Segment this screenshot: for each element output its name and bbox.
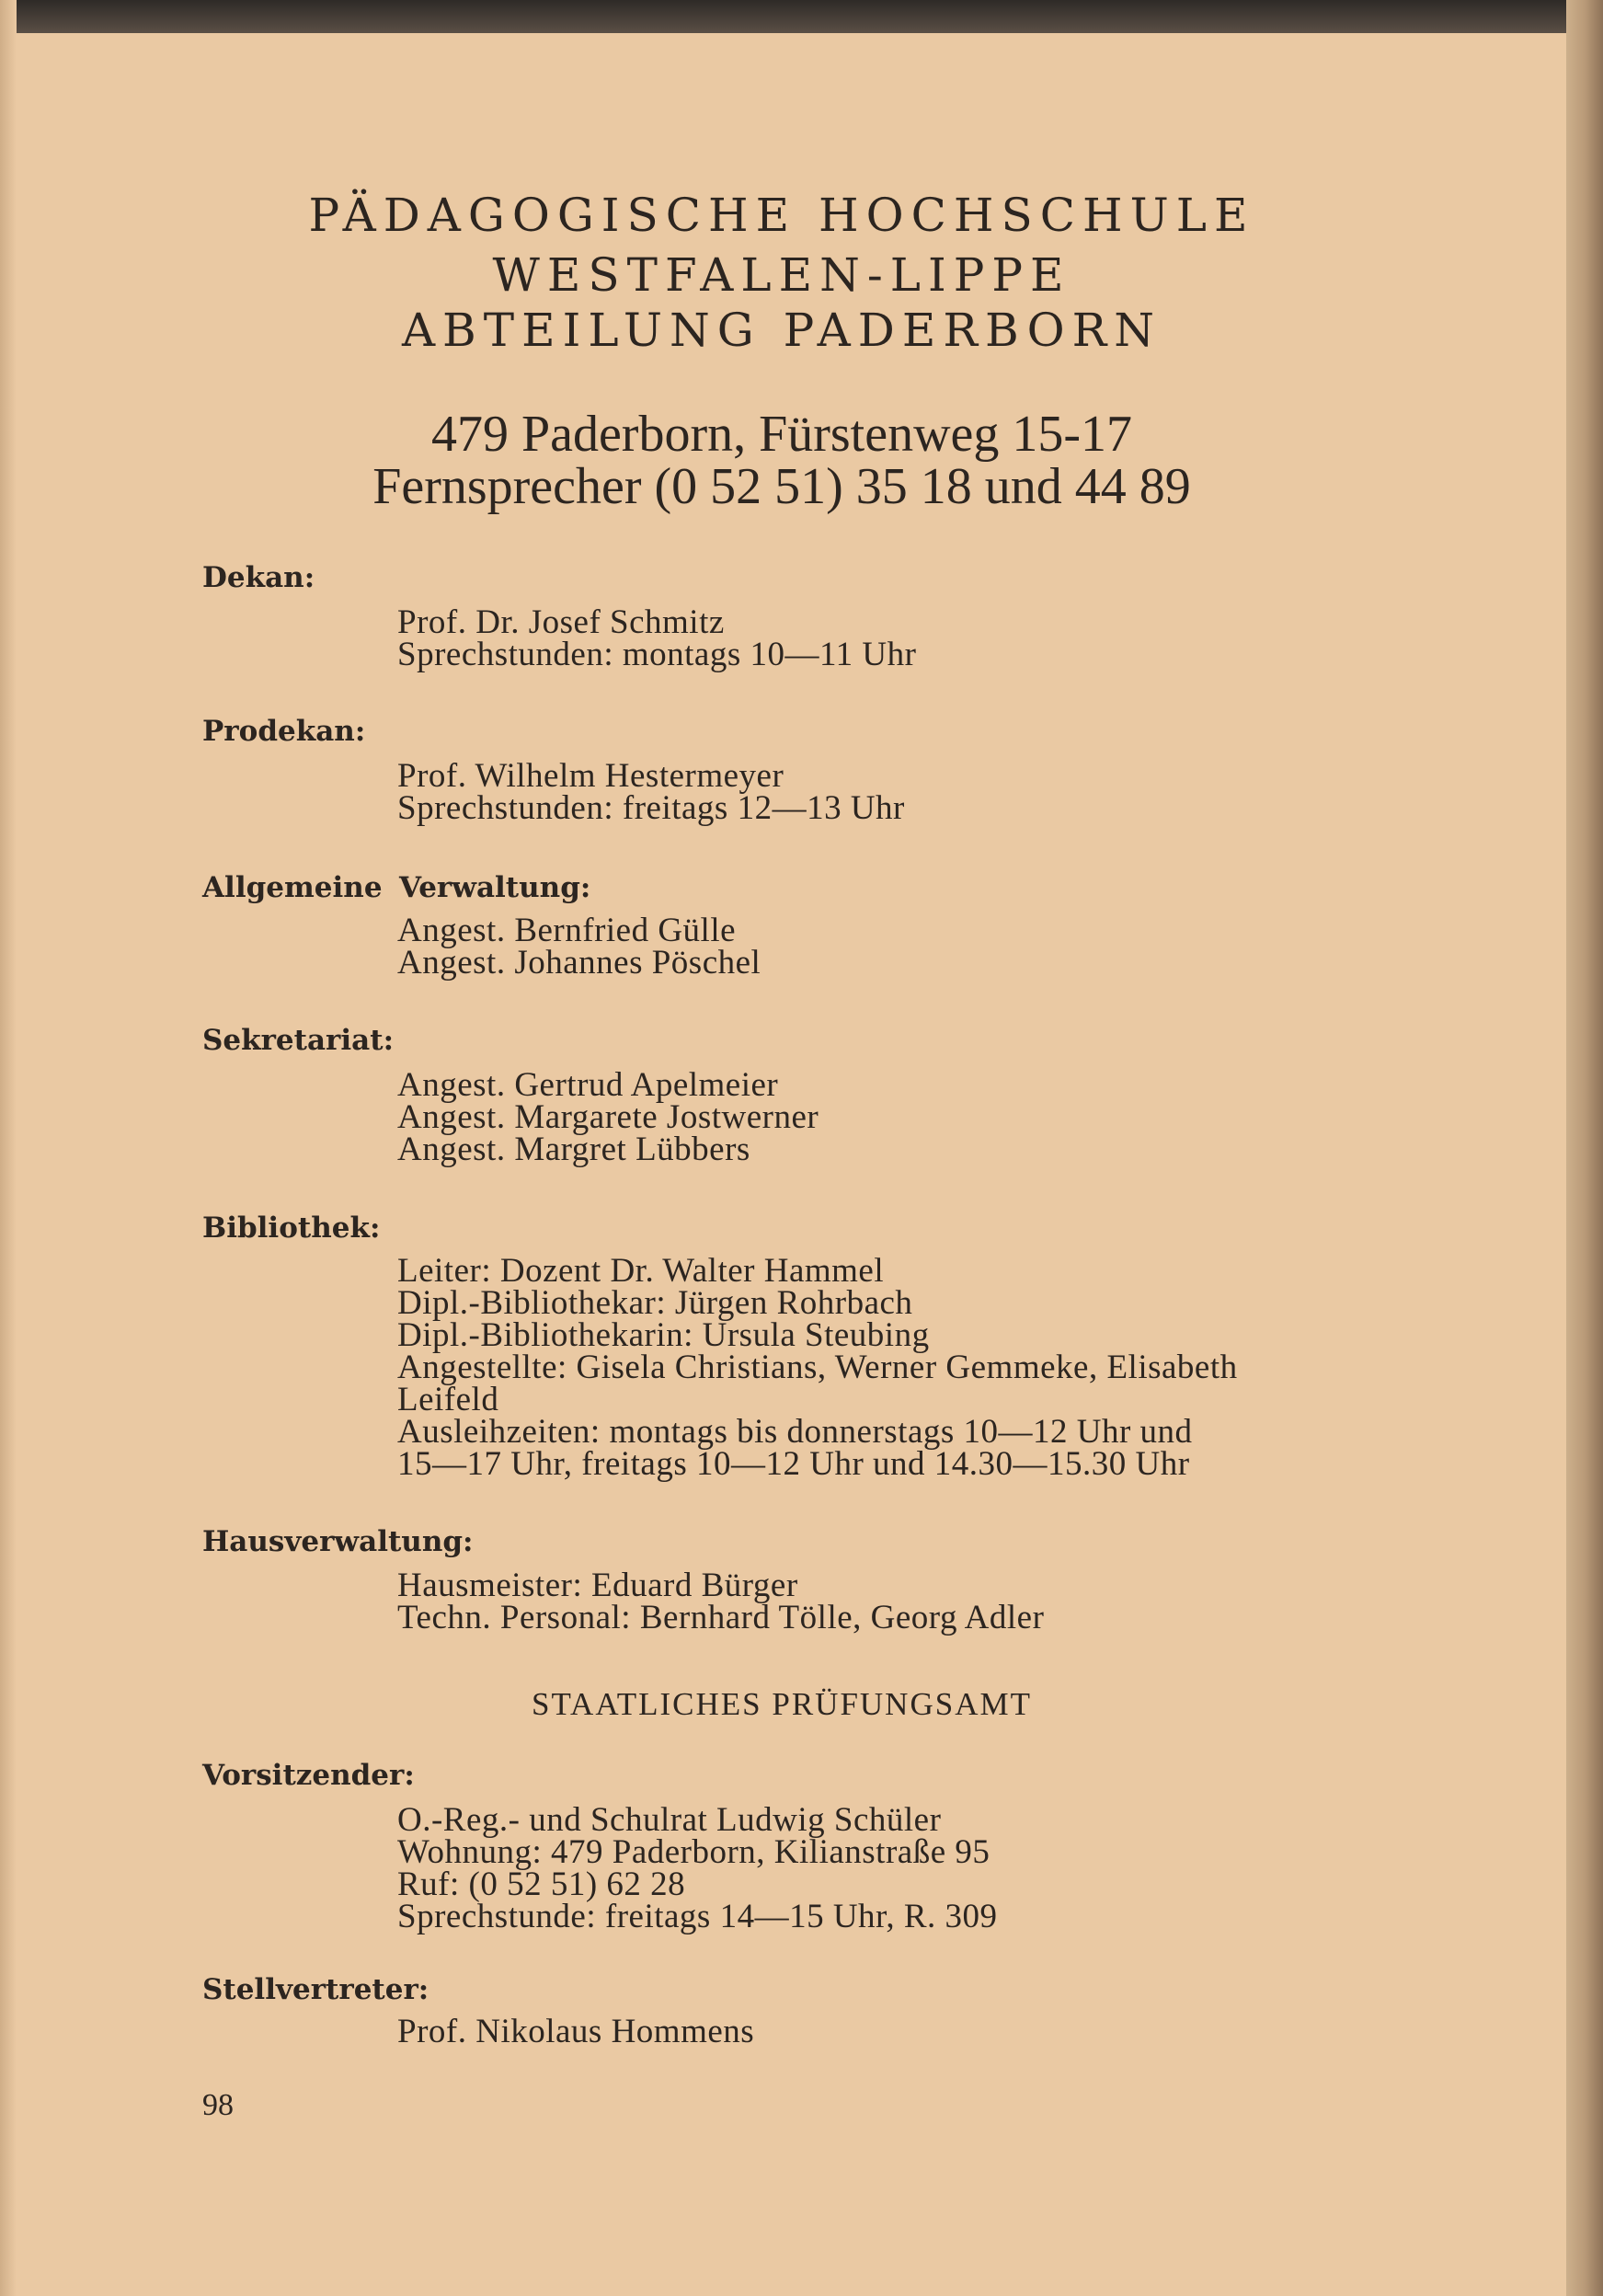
dekan-hours: Sprechstunden: montags 10—11 Uhr [397, 636, 917, 673]
book-binding [1566, 0, 1603, 2296]
pruefungsamt-heading: STAATLICHES PRÜFUNGSAMT [532, 1686, 1032, 1722]
address-line: 479 Paderborn, Fürstenweg 15-17 [430, 406, 1133, 463]
dekan-name: Prof. Dr. Josef Schmitz [397, 603, 725, 641]
stellvertreter-name: Prof. Nikolaus Hommens [397, 2013, 755, 2050]
prodekan-label: Prodekan: [202, 715, 366, 748]
bibliothek-bibliothekarin: Dipl.-Bibliothekarin: Ursula Steubing [397, 1316, 930, 1354]
hausverwaltung-label: Hausverwaltung: [202, 1525, 474, 1558]
sekretariat-label: Sekretariat: [202, 1024, 395, 1057]
title-line-2: WESTFALEN-LIPPE [492, 248, 1071, 302]
vorsitzender-label: Vorsitzender: [202, 1759, 415, 1792]
stellvertreter-label: Stellvertreter: [202, 1973, 429, 2006]
bibliothek-label: Bibliothek: [202, 1211, 381, 1245]
vorsitzender-wohnung: Wohnung: 479 Paderborn, Kilianstraße 95 [397, 1833, 990, 1871]
bibliothek-angestellte-cont: Leifeld [397, 1381, 499, 1418]
personal-line: Techn. Personal: Bernhard Tölle, Georg Adler [397, 1599, 1045, 1636]
bibliothek-ausleihzeiten: Ausleihzeiten: montags bis donnerstags 10—12 Uhr und [397, 1413, 1193, 1451]
verwaltung-label-continued: Verwaltung: [399, 871, 591, 904]
vorsitzender-name: O.-Reg.- und Schulrat Ludwig Schüler [397, 1801, 942, 1839]
scan-top-edge [0, 0, 1603, 33]
verwaltung-person-2: Angest. Johannes Pöschel [397, 944, 761, 982]
sekretariat-person-2: Angest. Margarete Jostwerner [397, 1098, 819, 1136]
verwaltung-label: Allgemeine [202, 871, 383, 904]
bibliothek-bibliothekar: Dipl.-Bibliothekar: Jürgen Rohrbach [397, 1284, 913, 1322]
title-line-3: ABTEILUNG PADERBORN [401, 304, 1162, 357]
phone-line: Fernsprecher (0 52 51) 35 18 und 44 89 [372, 458, 1191, 515]
bibliothek-angestellte: Angestellte: Gisela Christians, Werner Gemmeke, Elisabeth [397, 1349, 1238, 1386]
hausmeister-line: Hausmeister: Eduard Bürger [397, 1567, 798, 1604]
vorsitzender-ruf: Ruf: (0 52 51) 62 28 [397, 1866, 686, 1903]
page-number: 98 [202, 2088, 234, 2122]
bibliothek-ausleihzeiten-cont: 15—17 Uhr, freitags 10—12 Uhr und 14.30—15.30 Uhr [397, 1445, 1190, 1483]
dekan-label: Dekan: [202, 561, 315, 594]
title-line-1: PÄDAGOGISCHE HOCHSCHULE [308, 189, 1255, 242]
verwaltung-person-1: Angest. Bernfried Gülle [397, 912, 737, 949]
prodekan-hours: Sprechstunden: freitags 12—13 Uhr [397, 789, 905, 827]
sekretariat-person-1: Angest. Gertrud Apelmeier [397, 1066, 779, 1104]
prodekan-name: Prof. Wilhelm Hestermeyer [397, 757, 784, 795]
sekretariat-person-3: Angest. Margret Lübbers [397, 1131, 750, 1168]
vorsitzender-sprechstunde: Sprechstunde: freitags 14—15 Uhr, R. 309 [397, 1898, 998, 1935]
bibliothek-leiter: Leiter: Dozent Dr. Walter Hammel [397, 1252, 885, 1290]
